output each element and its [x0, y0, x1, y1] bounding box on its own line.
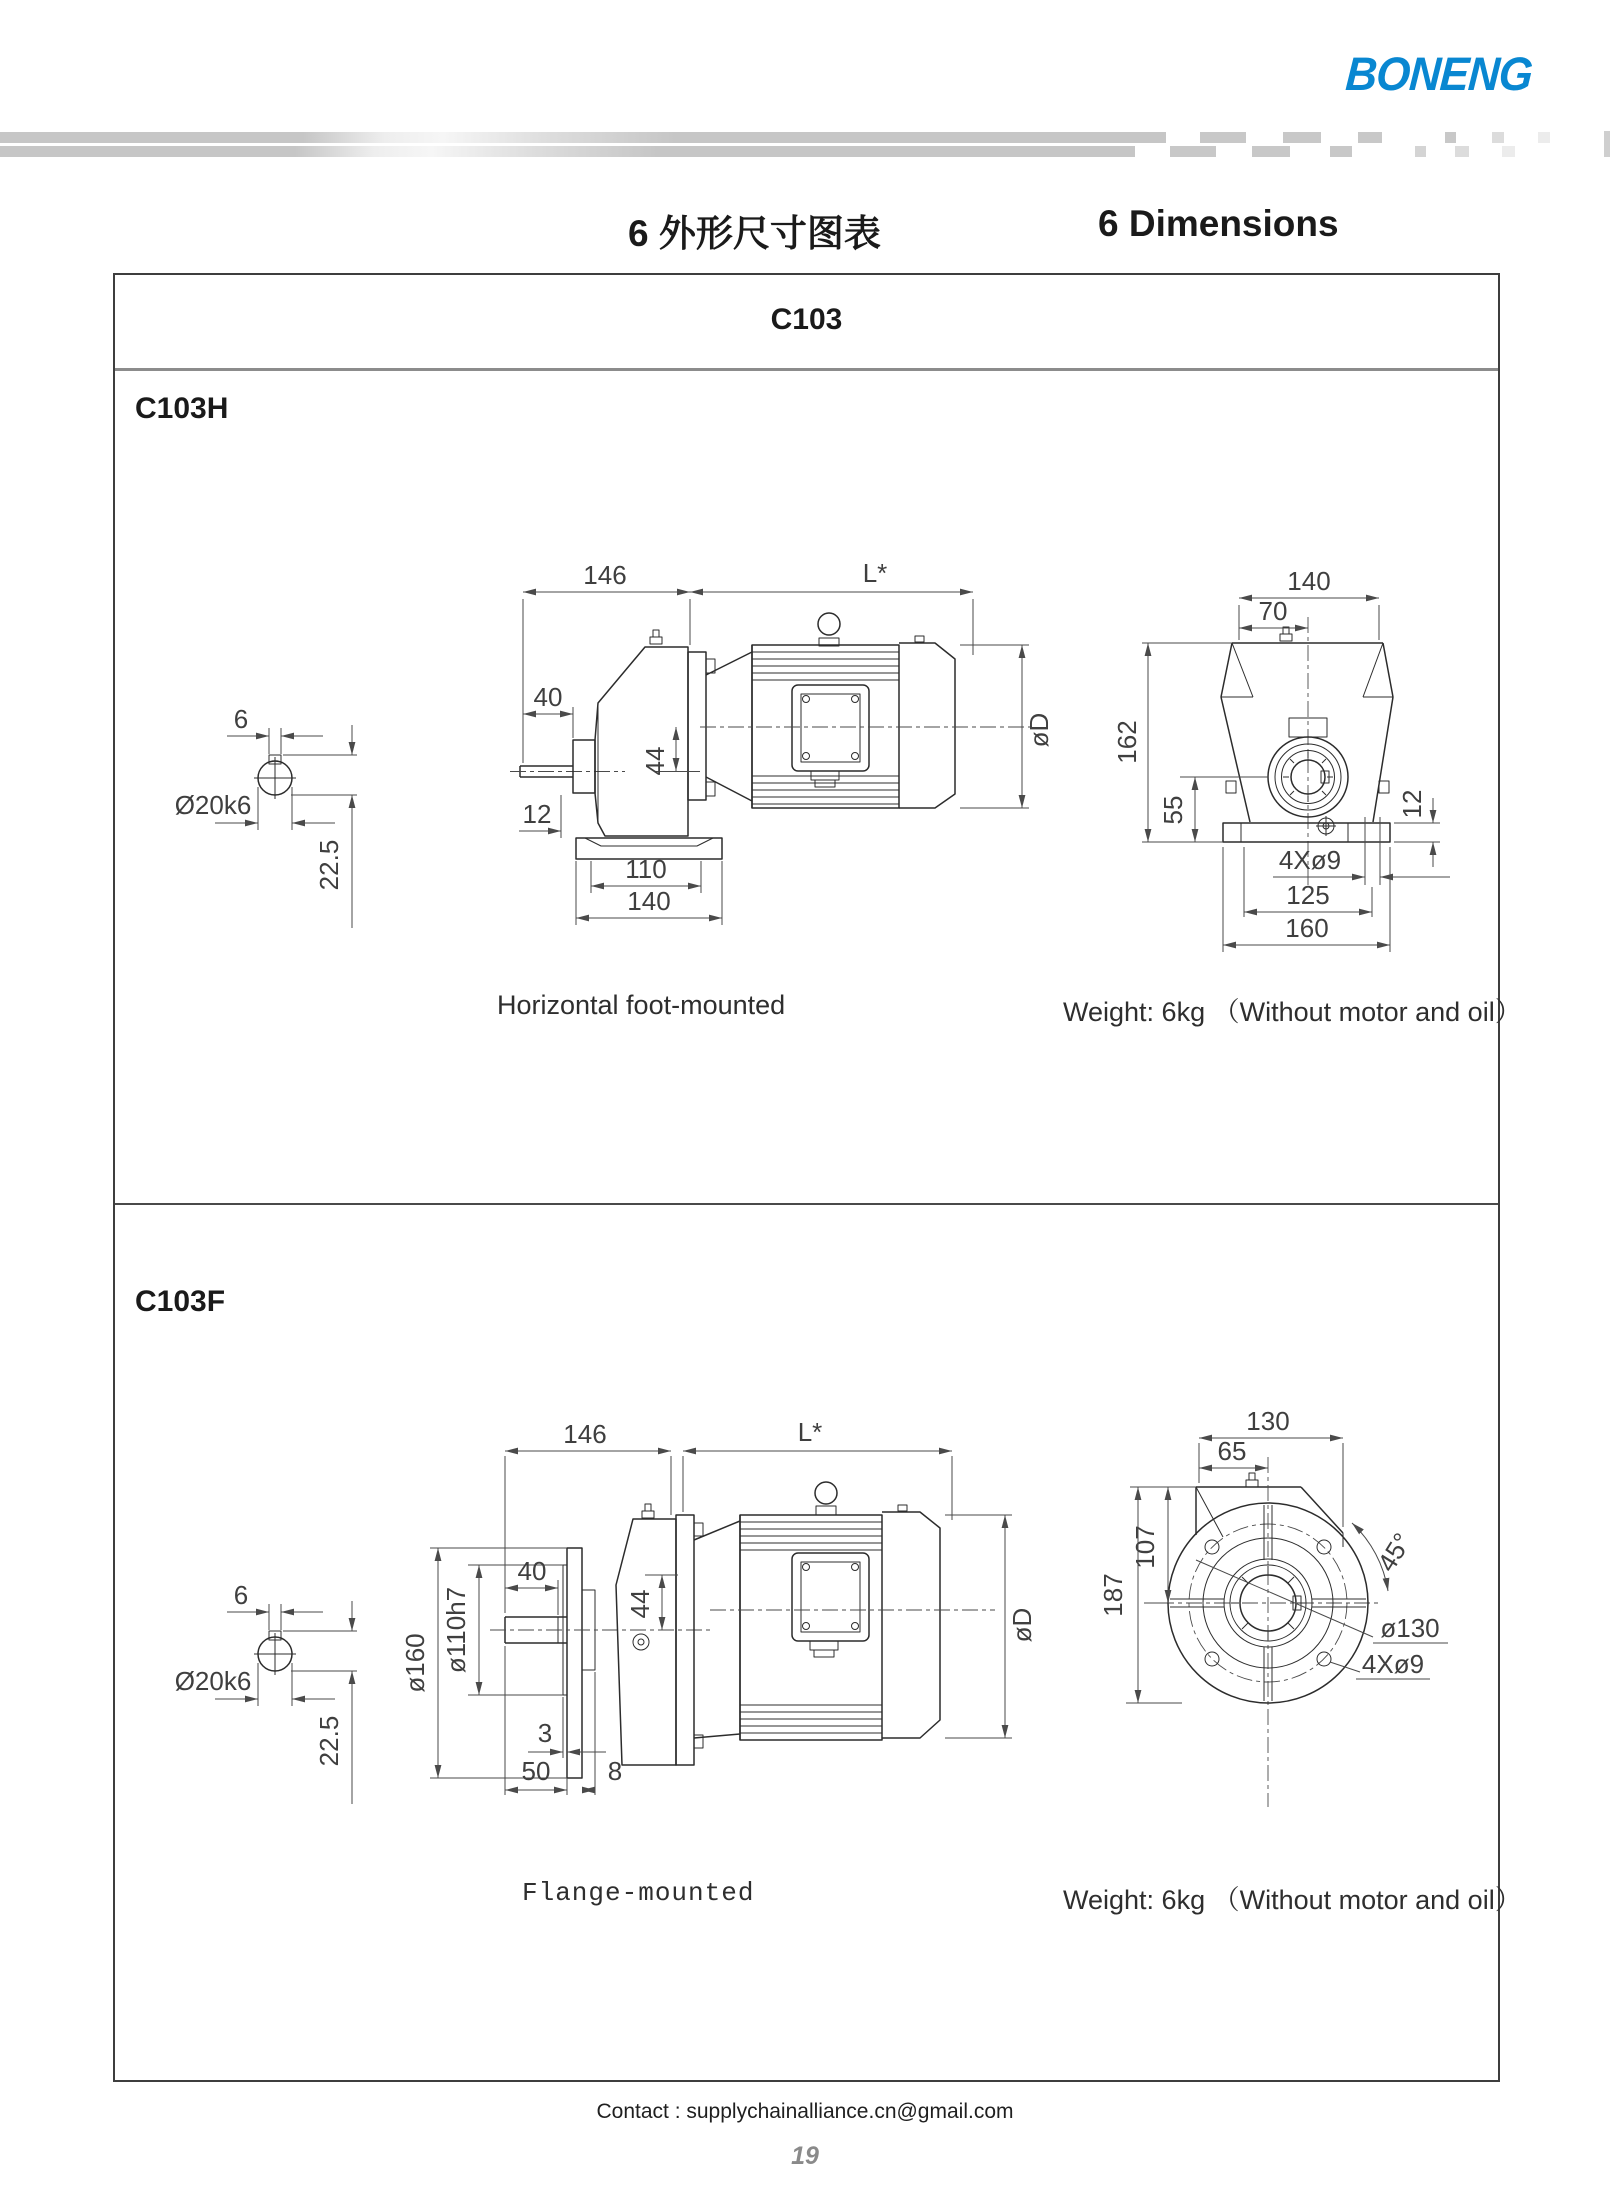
- model-header: C103: [770, 303, 843, 336]
- dim-label: ø130: [1380, 1613, 1440, 1643]
- dim-label: L*: [797, 1417, 823, 1447]
- dim-label: 12: [522, 799, 552, 829]
- dim-label: 8: [607, 1756, 623, 1786]
- dim-label: 4Xø9: [1361, 1649, 1425, 1679]
- dim-label: 3: [537, 1718, 553, 1748]
- dim-label: 40: [517, 1556, 547, 1586]
- strip-dash: [1502, 146, 1515, 157]
- dim-label: 6: [233, 704, 249, 734]
- strip-bar: [0, 146, 1135, 157]
- dim-label: 146: [563, 1419, 607, 1449]
- c103f-weight: Weight: 6kg （Without motor and oil）: [1063, 1885, 1522, 1915]
- strip-dash: [1415, 146, 1426, 157]
- dim-label: 50: [521, 1756, 551, 1786]
- contact-email: Contact : supplychainalliance.cn@gmail.com: [596, 2100, 1014, 2123]
- strip-dash: [1330, 146, 1352, 157]
- dim-label: Ø20k6: [174, 1666, 252, 1696]
- dim-label: 107: [1130, 1525, 1160, 1569]
- dim-label: ø160: [400, 1633, 430, 1693]
- c103h-weight: Weight: 6kg （Without motor and oil）: [1063, 997, 1522, 1027]
- dim-label: 4Xø9: [1278, 845, 1342, 875]
- header-divider: [115, 368, 1498, 371]
- dim-label: 12: [1397, 789, 1427, 819]
- boneng-logo: BONENG: [1344, 47, 1534, 100]
- strip-dash: [1283, 132, 1321, 143]
- strip-bar: [0, 132, 1166, 143]
- strip-dash: [1358, 132, 1382, 143]
- strip-dash: [1200, 132, 1246, 143]
- page-title-en: 6 Dimensions: [1098, 203, 1339, 244]
- dim-label: 44: [640, 746, 670, 776]
- dim-label: 146: [583, 560, 627, 590]
- dim-label: 44: [625, 1589, 655, 1619]
- section-label-c103f: C103F: [135, 1285, 226, 1318]
- dim-label: 65: [1217, 1436, 1247, 1466]
- c103f-shaft-section-drawing: [175, 1566, 400, 1856]
- dim-label: 162: [1112, 720, 1142, 764]
- dim-label: 40: [533, 682, 563, 712]
- dim-label: 125: [1286, 880, 1330, 910]
- section-divider: [115, 1203, 1498, 1205]
- dim-label: Ø20k6: [174, 790, 252, 820]
- dim-label: 55: [1158, 795, 1188, 825]
- dim-label: 140: [627, 886, 671, 916]
- dim-label: ø110h7: [441, 1586, 471, 1674]
- dim-label: 6: [233, 1580, 249, 1610]
- c103h-caption: Horizontal foot-mounted: [497, 990, 786, 1020]
- page-title-cn: 6 外形尺寸图表: [628, 213, 881, 254]
- dim-label: øD: [1007, 1607, 1037, 1643]
- dim-label: 22.5: [314, 839, 344, 891]
- c103h-shaft-section-drawing: [175, 690, 400, 980]
- dim-label: L*: [862, 558, 888, 588]
- strip-end-mark: [1604, 131, 1610, 157]
- c103h-end-view-drawing: [1112, 555, 1540, 975]
- strip-dash: [1170, 146, 1216, 157]
- dim-label: 130: [1246, 1406, 1290, 1436]
- dim-label: øD: [1024, 712, 1054, 748]
- strip-dash: [1538, 132, 1550, 143]
- section-label-c103h: C103H: [135, 392, 229, 425]
- dim-label: 22.5: [314, 1715, 344, 1767]
- page-number: 19: [791, 2142, 819, 2170]
- dim-label: 70: [1258, 596, 1288, 626]
- strip-dash: [1492, 132, 1504, 143]
- dim-label: 160: [1285, 913, 1329, 943]
- c103f-caption: Flange-mounted: [522, 1878, 755, 1908]
- dim-label: 110: [625, 854, 667, 884]
- strip-dash: [1445, 132, 1456, 143]
- c103f-end-view-drawing: [1098, 1406, 1560, 1815]
- dim-label: 45°: [1371, 1527, 1418, 1577]
- strip-dash: [1455, 146, 1469, 157]
- dim-label: 140: [1287, 566, 1331, 596]
- c103f-side-view-drawing: [400, 1417, 1050, 1820]
- strip-dash: [1252, 146, 1290, 157]
- c103h-side-view-drawing: [505, 555, 1065, 935]
- dim-label: 187: [1098, 1573, 1128, 1617]
